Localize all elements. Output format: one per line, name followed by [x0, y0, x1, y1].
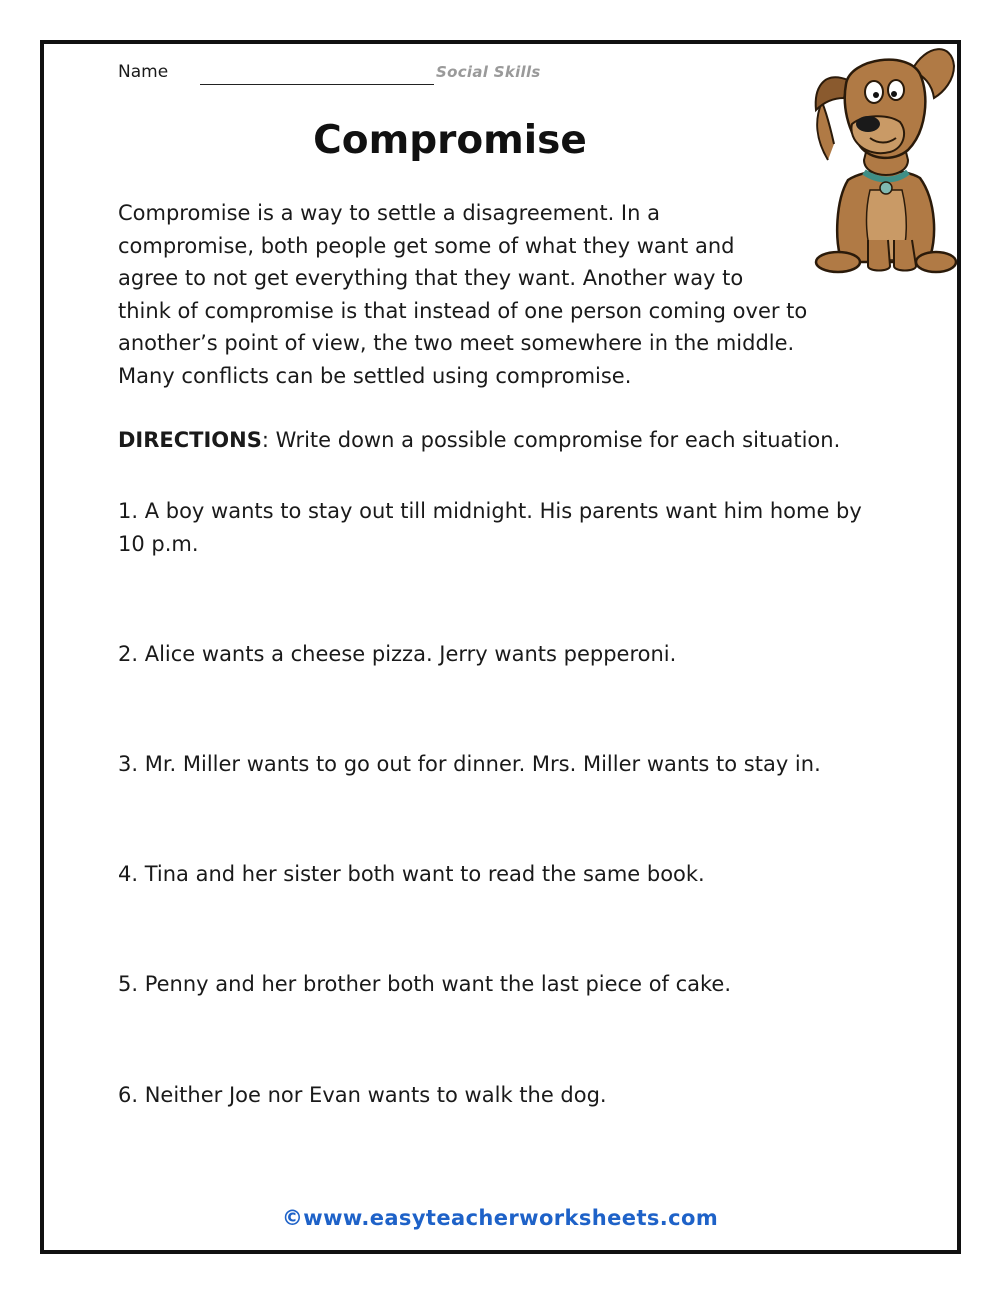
question-5: [118, 968, 898, 1001]
footer-copyright[interactable]: ©www.easyteacherworksheets.com: [281, 1206, 719, 1230]
directions: [118, 428, 840, 452]
question-line: 1. A boy wants to stay out till midnight. His parents want him home by: [118, 499, 862, 523]
question-line: 10 p.m.: [118, 532, 199, 556]
name-blank-line[interactable]: [200, 84, 434, 85]
intro-paragraph: [118, 197, 858, 392]
intro-line: another’s point of view, the two meet somewhere in the middle.: [118, 331, 795, 355]
intro-line: think of compromise is that instead of one person coming over to: [118, 298, 808, 323]
question-line: 6. Neither Joe nor Evan wants to walk the dog.: [118, 1083, 607, 1107]
question-1: [118, 495, 898, 561]
page-title: Compromise: [313, 118, 587, 163]
intro-line: Compromise is a way to settle a disagreement. In a: [118, 201, 660, 225]
subject-label: Social Skills: [436, 63, 541, 81]
intro-line: agree to not get everything that they want. Another way to: [118, 266, 744, 290]
directions-label: DIRECTIONS: [118, 428, 262, 452]
question-line: 2. Alice wants a cheese pizza. Jerry wants pepperoni.: [118, 642, 677, 666]
question-line: 4. Tina and her sister both want to read the same book.: [118, 862, 705, 886]
dog-illustration: [808, 40, 958, 278]
question-2: [118, 638, 898, 671]
directions-text: : Write down a possible compromise for each situation.: [261, 428, 841, 452]
question-4: [118, 858, 898, 891]
name-label: Name: [118, 62, 169, 82]
question-6: [118, 1079, 898, 1112]
question-3: [118, 748, 898, 781]
intro-line: Many conflicts can be settled using compromise.: [118, 363, 632, 388]
question-line: 5. Penny and her brother both want the last piece of cake.: [118, 972, 732, 996]
question-line: 3. Mr. Miller wants to go out for dinner. Mrs. Miller wants to stay in.: [118, 752, 821, 776]
intro-line: compromise, both people get some of what they want and: [118, 233, 735, 258]
